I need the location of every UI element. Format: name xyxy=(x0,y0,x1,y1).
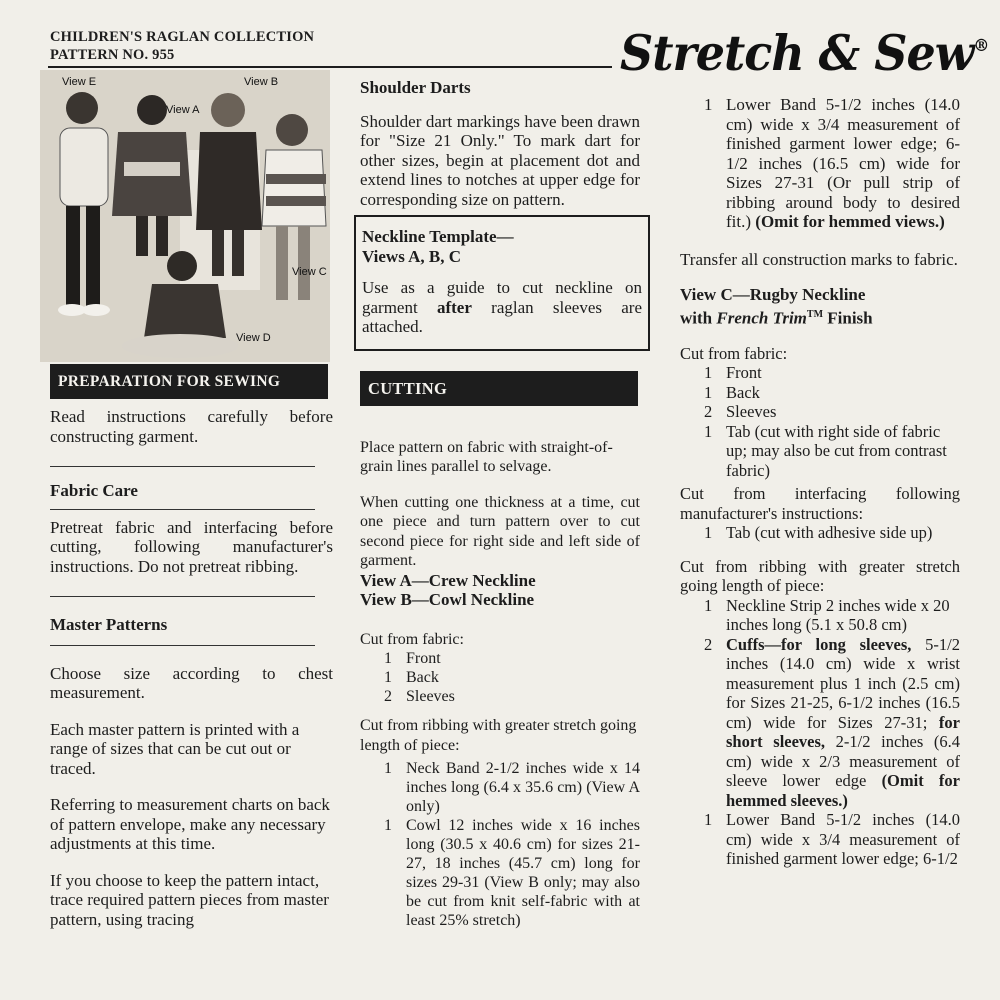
list-item: 1 Front xyxy=(704,363,762,383)
view-a-label: View A xyxy=(166,104,200,116)
view-b-heading: View B—Cowl Neckline xyxy=(360,590,535,609)
view-d-label: View D xyxy=(236,332,271,344)
list-item: 1 Tab (cut with right side of fabric up; may also be cut from contrast fabric) xyxy=(704,421,947,480)
fabric-care-text: Pretreat fabric and interfacing before cutting, following manufacturer's instructions. Do not pretreat ribbing. xyxy=(50,517,333,576)
list-item: 1 Tab (cut with adhesive side up) xyxy=(704,523,933,543)
cut-from-ribbing-label: Cut from ribbing with greater stretch going length of piece: xyxy=(360,717,637,754)
list-item: 1 Neckline Strip 2 inches wide x 20 inches long (5.1 x 50.8 cm) xyxy=(704,595,950,635)
divider xyxy=(50,509,315,510)
neckline-template-text: Use as a guide to cut neckline on garment after raglan sleeves are attached. xyxy=(362,278,642,336)
ribbing-list xyxy=(360,759,640,930)
intro-text: Read instructions carefully before constructing garment. xyxy=(50,407,333,446)
view-c-label: View C xyxy=(292,266,327,278)
list-item: 1 Front xyxy=(384,650,441,667)
list-item: 1 Neck Band 2-1/2 inches wide x 14 inches long (6.4 x 35.6 cm) (View A only) xyxy=(384,760,640,815)
right-column xyxy=(680,95,960,869)
divider xyxy=(50,466,315,467)
master-text-4: If you choose to keep the pattern intact, trace required pattern pieces from master pattern, using tracing xyxy=(50,870,329,929)
interfacing-list xyxy=(680,523,960,543)
brand-logo: Stretch & Sew® xyxy=(620,24,989,82)
collection-title: CHILDREN'S RAGLAN COLLECTION xyxy=(50,29,315,45)
view-c-heading: View C—Rugby Neckline with French Trim™ Finish xyxy=(680,285,873,328)
neckline-template-heading: Neckline Template— Views A, B, C xyxy=(362,227,514,266)
master-patterns-heading: Master Patterns xyxy=(50,615,168,634)
shoulder-darts-heading: Shoulder Darts xyxy=(360,78,471,97)
cut-from-fabric-label: Cut from fabric: xyxy=(680,343,788,363)
cutting-band: CUTTING xyxy=(360,371,638,406)
fabric-care-heading: Fabric Care xyxy=(50,481,138,500)
header-rule xyxy=(48,66,612,68)
shoulder-darts-text: Shoulder dart markings have been drawn for "Size 21 Only." To mark dart for other sizes, begin at placement dot and extend lines to notches at upper edge for corresponding size on pattern. xyxy=(360,111,640,209)
cut-from-fabric-label: Cut from fabric: xyxy=(360,630,464,648)
view-a-heading: View A—Crew Neckline xyxy=(360,570,536,590)
master-text-1: Choose size according to chest measurement. xyxy=(50,663,333,702)
list-item: 2 Sleeves xyxy=(384,688,455,705)
children-photo xyxy=(40,70,330,362)
list-item: 1 Cowl 12 inches wide x 16 inches long (30.5 x 40.6 cm) for sizes 21-27, 18 inches (45.7 cm) long for sizes 29-31 (View B only; may also be cut from knit self-fabric with at least 25% stretch) xyxy=(384,817,640,929)
list-item: 1 Lower Band 5-1/2 inches (14.0 cm) wide x 3/4 measurement of finished garment lower edge; 6-1/2 xyxy=(704,810,960,869)
middle-column xyxy=(360,78,640,930)
master-text-2: Each master pattern is printed with a range of sizes that can be cut out or traced. xyxy=(50,719,300,778)
view-e-label: View E xyxy=(62,76,97,88)
cut-from-interfacing-label: Cut from interfacing following manufacturer's instructions: xyxy=(680,484,960,523)
cutting-text-2: When cutting one thickness at a time, cut one piece and turn pattern over to cut second piece for right side and left side of garment. xyxy=(360,493,640,569)
list-item: 2 Sleeves xyxy=(704,402,777,422)
view-b-label: View B xyxy=(244,76,279,88)
neckline-template-box xyxy=(354,215,650,351)
ribbing-list xyxy=(680,596,960,869)
list-item: 2 Cuffs—for long sleeves, 5-1/2 inches (14.0 cm) wide x wrist measurement plus 1 inch (2.5 cm) for Sizes 21-25, 6-1/2 inches (16.5 cm) wide for Sizes 27-31; for short sleeves, 2-1/2 inches (6.4 cm) wide x 2/3 measurement of sleeve lower edge (Omit for hemmed sleeves.) xyxy=(704,634,960,810)
preparation-band: PREPARATION FOR SEWING xyxy=(50,364,328,399)
lower-band-item: 1 Lower Band 5-1/2 inches (14.0 cm) wide x 3/4 measurement of finished garment lower edge; 6-1/2 inches (16.5 cm) wide for Sizes 27-31 (Or pull strip of ribbing around body to desired fit.) (Omit for hemmed views.) xyxy=(704,95,960,231)
divider xyxy=(50,645,315,646)
fabric-list xyxy=(360,649,640,706)
pattern-number: PATTERN NO. 955 xyxy=(50,47,175,63)
fabric-list xyxy=(680,363,960,480)
left-column xyxy=(50,364,333,929)
pattern-header xyxy=(50,28,314,64)
cut-from-ribbing-label: Cut from ribbing with greater stretch going length of piece: xyxy=(680,556,960,596)
transfer-text: Transfer all construction marks to fabric. xyxy=(680,249,958,269)
cutting-text-1: Place pattern on fabric with straight-of-grain lines parallel to selvage. xyxy=(360,438,613,475)
list-item: 1 Back xyxy=(384,669,439,686)
list-item: 1 Back xyxy=(704,382,760,402)
divider xyxy=(50,596,315,597)
master-text-3: Referring to measurement charts on back of pattern envelope, make any necessary adjustments at this time. xyxy=(50,795,330,853)
